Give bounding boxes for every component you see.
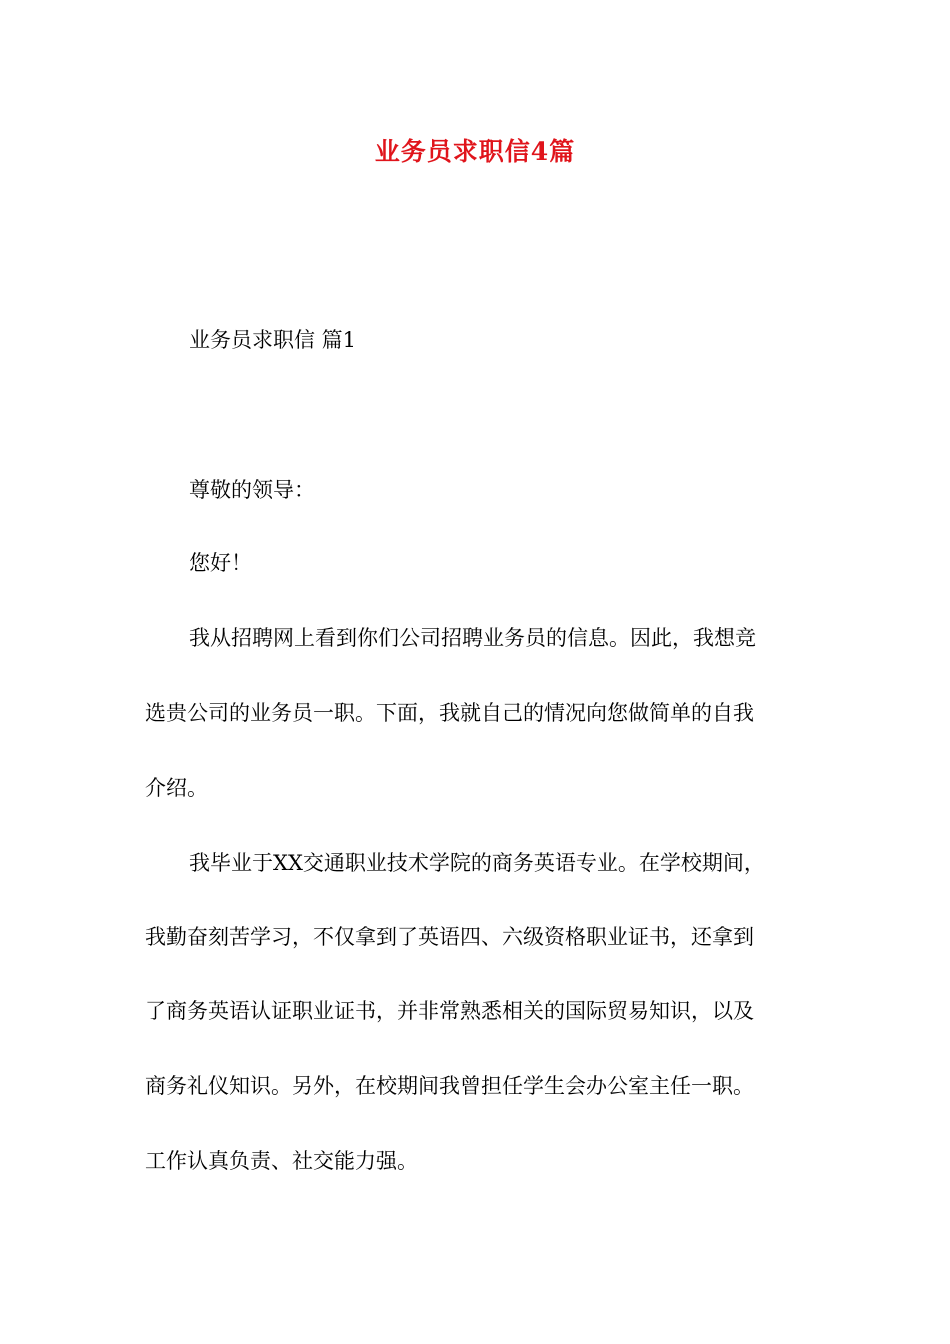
paragraph-line: 工作认真负责、社交能力强。: [145, 1149, 418, 1173]
paragraph-line: 选贵公司的业务员一职。下面，我就自己的情况向您做简单的自我: [145, 701, 754, 725]
paragraph-line: 我从招聘网上看到你们公司招聘业务员的信息。因此，我想竞: [189, 626, 756, 650]
document-title: 业务员求职信4篇: [374, 137, 576, 166]
greeting: 您好！: [189, 551, 252, 575]
paragraph-line: 了商务英语认证职业证书，并非常熟悉相关的国际贸易知识，以及: [145, 999, 754, 1023]
paragraph-line: 介绍。: [145, 776, 208, 800]
section-heading: 业务员求职信 篇1: [189, 328, 357, 352]
paragraph-line: 我毕业于XX交通职业技术学院的商务英语专业。在学校期间，: [189, 851, 765, 875]
paragraph-line: 商务礼仪知识。另外，在校期间我曾担任学生会办公室主任一职。: [145, 1074, 754, 1098]
paragraph-line: 我勤奋刻苦学习，不仅拿到了英语四、六级资格职业证书，还拿到: [145, 925, 754, 949]
salutation: 尊敬的领导：: [189, 478, 315, 502]
